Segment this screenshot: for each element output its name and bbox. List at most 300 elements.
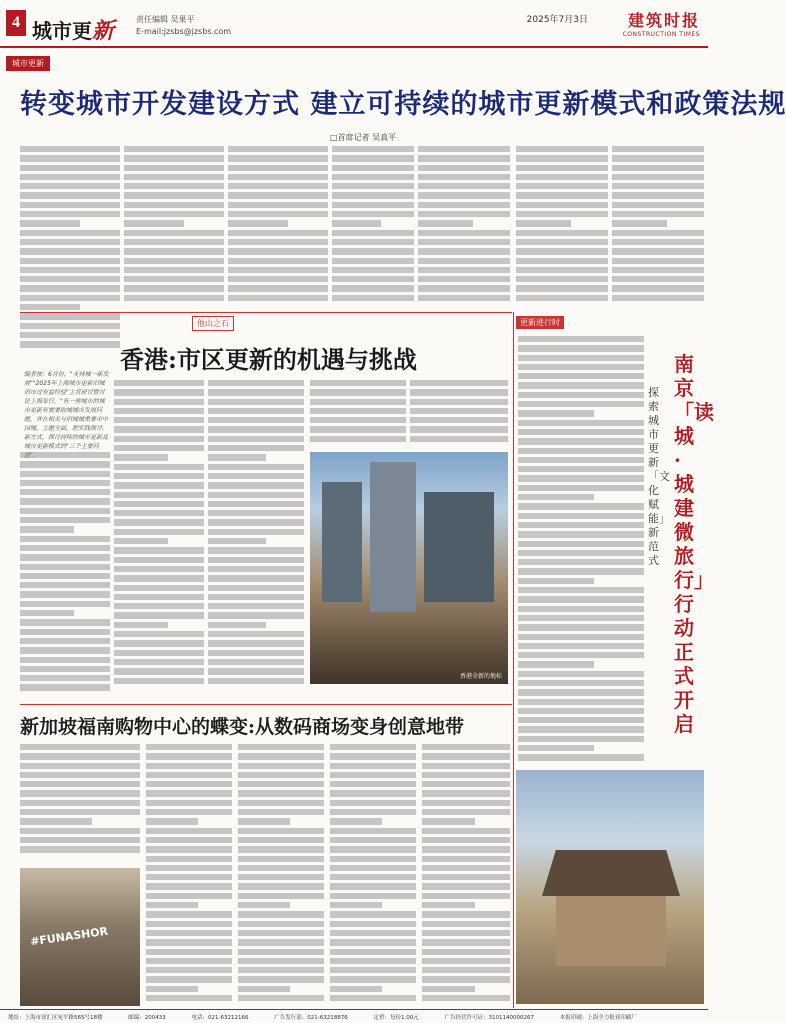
text-line <box>238 967 324 976</box>
footer-postcode: 邮编：200433 <box>128 1015 166 1021</box>
text-line <box>330 865 416 874</box>
text-line <box>20 461 110 470</box>
text-line <box>330 893 416 902</box>
text-line <box>238 986 290 995</box>
text-line <box>518 522 644 531</box>
text-line <box>330 763 416 772</box>
text-line <box>228 183 328 192</box>
text-line <box>208 594 304 603</box>
text-line <box>310 436 406 445</box>
text-line <box>124 276 224 285</box>
text-line <box>238 949 324 958</box>
sg-headline: 新加坡福南购物中心的蝶变:从数码商场变身创意地带 <box>20 716 465 738</box>
text-line <box>146 911 232 920</box>
text-line <box>238 921 324 930</box>
brand-en: CONSTRUCTION TIMES <box>622 31 700 38</box>
text-line <box>124 211 224 220</box>
text-line <box>238 744 324 753</box>
text-line <box>20 341 120 350</box>
text-line <box>422 828 510 837</box>
text-line <box>146 790 232 799</box>
page-footer <box>0 1009 708 1023</box>
text-line <box>310 389 406 398</box>
text-line <box>146 874 232 883</box>
text-line <box>114 389 204 398</box>
text-line <box>332 230 414 239</box>
text-line <box>20 647 110 656</box>
text-line <box>612 174 704 183</box>
text-line <box>332 258 414 267</box>
sg-column-1 <box>20 744 140 864</box>
text-line <box>516 258 608 267</box>
text-line <box>114 473 204 482</box>
nj-photo-roof <box>542 850 680 896</box>
text-line <box>612 276 704 285</box>
editor-name: 责任编辑 吴果平 <box>136 15 195 24</box>
text-line <box>20 666 110 675</box>
text-line <box>20 211 120 220</box>
text-line <box>330 930 416 939</box>
text-line <box>114 426 204 435</box>
text-line <box>330 958 416 967</box>
text-line <box>228 295 328 304</box>
text-line <box>330 856 416 865</box>
lead-byline: □首席记者 吴真平 <box>330 133 397 142</box>
text-line <box>114 538 168 547</box>
text-line <box>418 146 510 155</box>
text-line <box>518 382 644 391</box>
section-title-suffix: 新 <box>92 18 115 44</box>
text-line <box>114 678 204 687</box>
text-line <box>228 230 328 239</box>
text-line <box>208 417 304 426</box>
text-line <box>410 408 508 417</box>
text-line <box>114 659 204 668</box>
text-line <box>20 295 120 304</box>
text-line <box>208 482 304 491</box>
text-line <box>208 529 304 538</box>
text-line <box>208 575 304 584</box>
text-line <box>114 399 204 408</box>
text-line <box>208 538 266 547</box>
text-line <box>20 828 140 837</box>
text-line <box>208 445 304 454</box>
footer-tel: 电话：021-63212166 <box>191 1015 249 1021</box>
text-line <box>114 585 204 594</box>
text-line <box>332 276 414 285</box>
text-line <box>238 790 324 799</box>
text-line <box>310 399 406 408</box>
text-line <box>422 921 510 930</box>
text-line <box>238 995 324 1004</box>
text-line <box>330 883 416 892</box>
text-line <box>146 930 232 939</box>
lead-headline: 转变城市开发建设方式 建立可持续的城市更新模式和政策法规 <box>20 89 786 120</box>
sg-column-3 <box>238 744 324 1006</box>
text-line <box>518 568 644 577</box>
text-line <box>208 473 304 482</box>
text-line <box>146 818 198 827</box>
text-line <box>146 939 232 948</box>
text-line <box>518 438 644 447</box>
text-line <box>228 165 328 174</box>
text-line <box>330 753 416 762</box>
text-line <box>516 192 608 201</box>
text-line <box>208 426 304 435</box>
text-line <box>146 958 232 967</box>
text-line <box>20 554 110 563</box>
text-line <box>146 753 232 762</box>
text-line <box>418 248 510 257</box>
text-line <box>146 772 232 781</box>
text-line <box>518 708 644 717</box>
text-line <box>114 380 204 389</box>
text-line <box>20 517 110 526</box>
text-line <box>146 986 198 995</box>
text-line <box>146 921 232 930</box>
text-line <box>518 726 644 735</box>
text-line <box>20 285 120 294</box>
newspaper-logo <box>596 8 700 38</box>
text-line <box>20 753 140 762</box>
text-line <box>114 650 204 659</box>
text-line <box>20 818 92 827</box>
text-line <box>20 155 120 164</box>
text-line <box>310 426 406 435</box>
text-line <box>422 911 510 920</box>
text-line <box>228 174 328 183</box>
text-line <box>228 155 328 164</box>
text-line <box>422 893 510 902</box>
text-line <box>114 594 204 603</box>
text-line <box>518 420 644 429</box>
text-line <box>516 174 608 183</box>
text-line <box>330 781 416 790</box>
text-line <box>518 485 644 494</box>
text-line <box>146 846 232 855</box>
text-line <box>418 239 510 248</box>
text-line <box>612 267 704 276</box>
text-line <box>146 809 232 818</box>
text-line <box>20 313 120 322</box>
text-line <box>20 498 110 507</box>
text-line <box>20 267 120 276</box>
text-line <box>146 967 232 976</box>
text-line <box>330 874 416 883</box>
text-line <box>20 192 120 201</box>
text-line <box>330 967 416 976</box>
text-line <box>516 146 608 155</box>
text-line <box>20 248 120 257</box>
text-line <box>418 174 510 183</box>
text-line <box>332 267 414 276</box>
text-line <box>518 429 644 438</box>
text-line <box>20 508 110 517</box>
text-line <box>20 146 120 155</box>
text-line <box>228 267 328 276</box>
text-line <box>20 471 110 480</box>
text-line <box>518 745 594 754</box>
text-line <box>146 744 232 753</box>
text-line <box>422 874 510 883</box>
text-line <box>114 501 204 510</box>
text-line <box>20 837 140 846</box>
text-line <box>20 684 110 693</box>
text-line <box>228 220 288 229</box>
text-line <box>238 865 324 874</box>
text-line <box>418 295 510 304</box>
text-line <box>518 596 644 605</box>
text-line <box>20 220 80 229</box>
text-line <box>238 893 324 902</box>
hk-column-3 <box>208 380 304 696</box>
text-line <box>422 763 510 772</box>
nj-photo <box>516 770 704 1004</box>
text-line <box>114 510 204 519</box>
text-line <box>146 781 232 790</box>
text-line <box>114 603 204 612</box>
sg-divider <box>20 704 512 705</box>
text-line <box>518 457 644 466</box>
text-line <box>418 276 510 285</box>
text-line <box>332 295 414 304</box>
text-line <box>238 856 324 865</box>
text-line <box>146 976 232 985</box>
column-divider <box>513 312 514 1008</box>
text-line <box>208 436 304 445</box>
text-line <box>518 559 644 568</box>
page-number: 4 <box>6 10 26 36</box>
text-line <box>330 800 416 809</box>
text-line <box>208 566 304 575</box>
text-line <box>422 818 475 827</box>
text-line <box>410 380 508 389</box>
text-line <box>20 202 120 211</box>
text-line <box>330 846 416 855</box>
text-line <box>20 809 140 818</box>
text-line <box>612 258 704 267</box>
text-line <box>238 781 324 790</box>
text-line <box>238 958 324 967</box>
text-line <box>410 399 508 408</box>
text-line <box>20 763 140 772</box>
text-line <box>124 174 224 183</box>
text-line <box>518 736 644 745</box>
text-line <box>114 547 204 556</box>
sg-column-2 <box>146 744 232 1006</box>
text-line <box>146 837 232 846</box>
text-line <box>124 202 224 211</box>
text-line <box>124 192 224 201</box>
text-line <box>310 417 406 426</box>
text-line <box>20 591 110 600</box>
text-line <box>518 401 644 410</box>
text-line <box>20 573 110 582</box>
text-line <box>146 995 232 1004</box>
text-line <box>518 475 644 484</box>
text-line <box>114 408 204 417</box>
text-line <box>422 753 510 762</box>
nj-photo-wall <box>556 896 666 966</box>
masthead <box>0 0 708 48</box>
hk-column-5 <box>410 380 508 448</box>
sg-column-5 <box>422 744 510 1006</box>
text-line <box>422 800 510 809</box>
text-line <box>518 624 644 633</box>
text-line <box>310 380 406 389</box>
text-line <box>238 911 324 920</box>
text-line <box>20 790 140 799</box>
hk-column-1 <box>20 452 110 696</box>
text-line <box>330 828 416 837</box>
text-line <box>330 949 416 958</box>
text-line <box>422 809 510 818</box>
text-line <box>518 634 644 643</box>
text-line <box>208 547 304 556</box>
text-line <box>146 800 232 809</box>
text-line <box>20 332 120 341</box>
text-line <box>20 276 120 285</box>
text-line <box>114 612 204 621</box>
text-line <box>208 501 304 510</box>
text-line <box>518 643 644 652</box>
text-line <box>146 902 198 911</box>
text-line <box>518 680 644 689</box>
text-line <box>422 846 510 855</box>
text-line <box>20 536 110 545</box>
text-line <box>124 183 224 192</box>
hk-photo-caption: 香港全新的地标 <box>459 673 502 680</box>
hk-column-2 <box>114 380 204 696</box>
text-line <box>20 174 120 183</box>
text-line <box>518 578 594 587</box>
text-line <box>330 818 382 827</box>
text-line <box>422 744 510 753</box>
text-line <box>418 258 510 267</box>
text-line <box>612 202 704 211</box>
text-line <box>330 809 416 818</box>
text-line <box>422 986 475 995</box>
text-line <box>518 717 644 726</box>
hk-building-2 <box>370 462 416 612</box>
text-line <box>422 976 510 985</box>
lead-column-6 <box>516 146 608 306</box>
text-line <box>518 754 644 763</box>
text-line <box>208 519 304 528</box>
nj-tag: 更新进行时 <box>516 316 564 329</box>
text-line <box>332 239 414 248</box>
text-line <box>422 939 510 948</box>
lead-column-4 <box>332 146 414 306</box>
text-line <box>518 364 644 373</box>
text-line <box>518 336 644 345</box>
text-line <box>228 192 328 201</box>
text-line <box>422 790 510 799</box>
text-line <box>516 248 608 257</box>
text-line <box>518 587 644 596</box>
text-line <box>238 939 324 948</box>
text-line <box>208 603 304 612</box>
lead-column-5 <box>418 146 510 306</box>
text-line <box>330 744 416 753</box>
text-line <box>20 610 74 619</box>
text-line <box>516 285 608 294</box>
text-line <box>418 202 510 211</box>
text-line <box>124 165 224 174</box>
text-line <box>20 800 140 809</box>
text-line <box>422 967 510 976</box>
text-line <box>238 837 324 846</box>
sg-photo <box>20 868 140 1006</box>
text-line <box>20 675 110 684</box>
text-line <box>208 454 266 463</box>
text-line <box>332 211 414 220</box>
text-line <box>208 380 304 389</box>
text-line <box>516 202 608 211</box>
brand-cn: 建筑时报 <box>627 11 700 30</box>
text-line <box>422 949 510 958</box>
text-line <box>518 606 644 615</box>
text-line <box>20 480 110 489</box>
text-line <box>20 846 140 855</box>
text-line <box>310 408 406 417</box>
text-line <box>208 659 304 668</box>
text-line <box>114 622 168 631</box>
text-line <box>422 865 510 874</box>
text-line <box>332 183 414 192</box>
text-line <box>516 239 608 248</box>
text-line <box>330 921 416 930</box>
text-line <box>422 781 510 790</box>
text-line <box>228 248 328 257</box>
text-line <box>20 323 120 332</box>
lead-column-2 <box>124 146 224 306</box>
sg-photo-sign: #FUNASHOR <box>29 924 109 949</box>
text-line <box>124 239 224 248</box>
section-title <box>32 14 114 45</box>
text-line <box>330 902 382 911</box>
text-line <box>238 828 324 837</box>
text-line <box>238 800 324 809</box>
text-line <box>114 464 204 473</box>
text-line <box>518 531 644 540</box>
text-line <box>208 399 304 408</box>
text-line <box>20 258 120 267</box>
text-line <box>20 629 110 638</box>
text-line <box>612 239 704 248</box>
text-line <box>516 230 608 239</box>
text-line <box>518 494 594 503</box>
text-line <box>20 239 120 248</box>
text-line <box>410 417 508 426</box>
text-line <box>612 295 704 304</box>
text-line <box>518 355 644 364</box>
text-line <box>422 995 510 1004</box>
text-line <box>418 230 510 239</box>
text-line <box>518 541 644 550</box>
text-line <box>516 276 608 285</box>
text-line <box>114 445 204 454</box>
lead-column-3 <box>228 146 328 306</box>
text-line <box>20 619 110 628</box>
footer-license: 广告经营许可证：3101140000267 <box>444 1015 534 1021</box>
text-line <box>418 155 510 164</box>
text-line <box>612 211 704 220</box>
text-line <box>208 622 266 631</box>
text-line <box>124 220 184 229</box>
text-line <box>330 986 382 995</box>
text-line <box>208 492 304 501</box>
